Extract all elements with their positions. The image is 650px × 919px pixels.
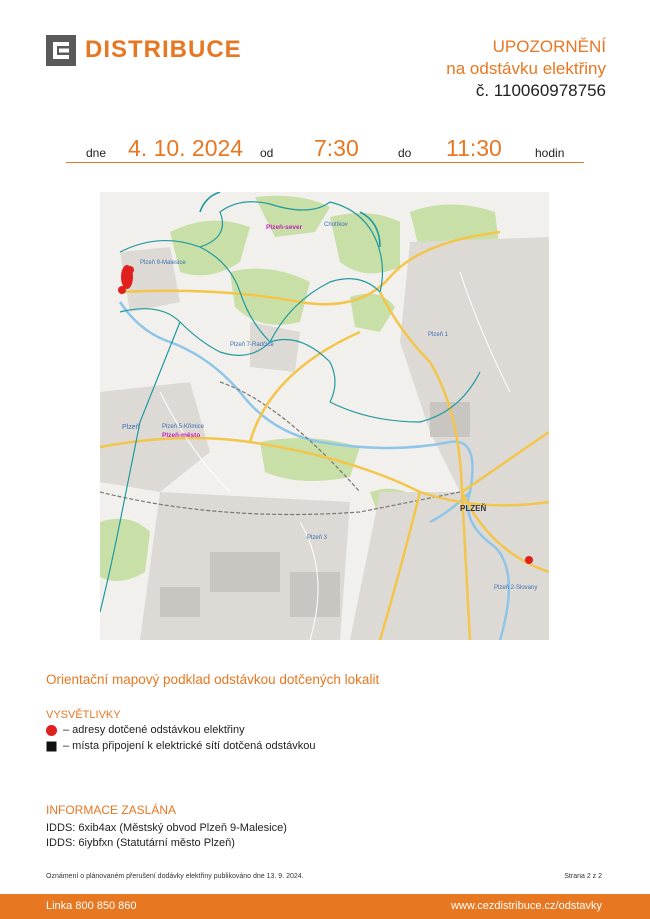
hotline-link[interactable]: Linka 800 850 860 [46, 900, 137, 912]
hours-label: hodin [535, 146, 565, 160]
info-line-2: IDDS: 6iybfxn (Statutární město Plzeň) [46, 837, 235, 849]
map-caption: Orientační mapový podklad odstávkou dotčených lokalit [46, 672, 380, 687]
legend-title: VYSVĚTLIVKY [46, 709, 121, 721]
map-label-plzen3: Plzeň 3 [307, 535, 328, 541]
red-dot-icon [46, 725, 57, 736]
legend-connection-text: – místa připojení k elektrické sítí dotčená odstávkou [63, 740, 316, 752]
page-number: Strana 2 z 2 [564, 873, 602, 880]
to-time: 11:30 [446, 135, 502, 161]
footer-bar [0, 894, 650, 919]
legend-addresses-text: – adresy dotčené odstávkou elektřiny [63, 724, 245, 736]
from-time: 7:30 [314, 135, 359, 161]
outage-date: 4. 10. 2024 [128, 135, 244, 161]
from-label: od [260, 146, 274, 160]
info-line-1: IDDS: 6xib4ax (Městský obvod Plzeň 9-Malesice) [46, 822, 287, 834]
map-label-city: PLZEŇ [460, 504, 487, 513]
to-label: do [398, 146, 412, 160]
notice-subtitle: na odstávku elektřiny [446, 59, 606, 78]
map-label-krimice: Plzeň 5-Křimice [162, 424, 205, 430]
notice-title: UPOZORNĚNÍ [492, 37, 606, 56]
map-label-plzen-mesto: Plzeň-město [162, 432, 201, 439]
publication-note: Oznámení o plánovaném přerušení dodávky elektřiny publikováno dne 13. 9. 2024. [46, 873, 304, 880]
map-label-plzen1: Plzeň 1 [428, 332, 449, 338]
map-label-malesice: Plzeň 9-Malesice [140, 260, 186, 266]
website-link[interactable]: www.cezdistribuce.cz/odstavky [451, 900, 602, 912]
map-label-plzen: Plzeň [122, 424, 140, 431]
legend-item-connection-points [46, 740, 316, 752]
map-label-plzen2: Plzeň 2-Slovany [494, 585, 538, 591]
legend-item-addresses [46, 724, 245, 736]
info-title: INFORMACE ZASLÁNA [46, 803, 177, 817]
day-label: dne [86, 146, 107, 160]
outage-schedule [66, 135, 584, 163]
map-label-plzen-sever: Plzeň-sever [266, 224, 303, 231]
notice-heading [446, 36, 606, 102]
brand-name: DISTRIBUCE [85, 36, 242, 63]
cez-logo-icon [46, 35, 76, 66]
map-label-radcice: Plzeň 7-Radčice [230, 342, 274, 348]
notice-number: č. 110060978756 [475, 81, 606, 100]
black-square-icon [46, 741, 57, 752]
map-label-chotikov: Chotíkov [324, 222, 348, 228]
outage-map[interactable] [100, 192, 549, 640]
